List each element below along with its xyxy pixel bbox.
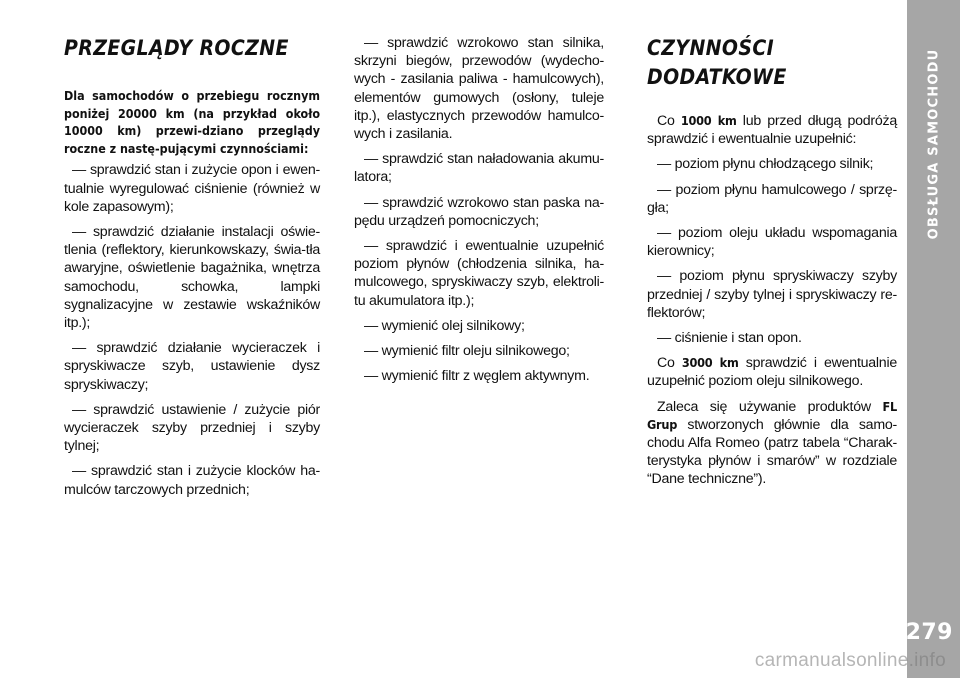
list-item: — sprawdzić stan naładowania akumu-latora; — [354, 151, 604, 186]
left-column — [64, 34, 320, 506]
chapter-label: OBSŁUGA SAMOCHODU — [926, 48, 941, 240]
chapter-sidebar — [907, 0, 960, 678]
list-item: — poziom oleju układu wspomagania kierownicy; — [647, 225, 897, 260]
list-item: — wymienić filtr z węglem aktywnym. — [364, 368, 590, 385]
title-line: CZYNNOŚCI — [647, 36, 775, 60]
paragraph-fl-grup: Zaleca się używanie produktów FL Grup stworzonych głównie dla samo-chodu Alfa Romeo (patrz tabela “Charak-terystyka płynów i smarów” w rozdziale “Dane techniczne”). — [647, 398, 897, 488]
list-item: — sprawdzić działanie wycieraczek i spryskiwacze szyb, ustawienie dysz spryskiwaczy; — [64, 340, 320, 393]
section-title-annual-inspections: PRZEGLĄDY ROCZNE — [64, 36, 289, 60]
list-item: — wymienić filtr oleju silnikowego; — [364, 343, 570, 360]
watermark: carmanualsonline.info — [754, 650, 946, 671]
middle-column — [354, 34, 604, 392]
list-item: — sprawdzić działanie instalacji oświe-tlenia (reflektory, kierunkowskazy, świa-tła awaryjne, oświetlenie bagażnika, wnętrza samochodu, schowka, lampki sygnalizacyjne w zestawie wskaźników itp.); — [64, 223, 320, 331]
list-item: — poziom płynu chłodzącego silnik; — [657, 156, 874, 173]
intro-paragraph: Dla samochodów o przebiegu rocznym poniżej 20000 km (na przykład około 10000 km) przewi-dziano przeglądy roczne z nastę-pującymi czynnościami: — [64, 88, 320, 156]
paragraph-3000km: Co 3000 km sprawdzić i ewentualnie uzupełnić poziom oleju silnikowego. — [647, 355, 897, 390]
list-item: — sprawdzić wzrokowo stan silnika, skrzyni biegów, przewodów (wydecho-wych - zasilania paliwa - hamulcowych), elementów gumowych (osłony, tuleje itp.), elastycznych przewodów hamulco-wych i zasilania. — [354, 35, 604, 143]
list-item: — sprawdzić wzrokowo stan paska na-pędu urządzeń pomocniczych; — [354, 194, 604, 229]
section-title-additional-tasks — [647, 34, 897, 92]
page-number: 279 — [905, 620, 953, 645]
list-item: — sprawdzić stan i zużycie opon i ewen-tualnie wyregulować ciśnienie (również w kole zapasowym); — [64, 162, 320, 215]
list-item: — ciśnienie i stan opon. — [657, 330, 802, 347]
title-line: DODATKOWE — [647, 65, 787, 89]
list-item: — poziom płynu hamulcowego / sprzę-gła; — [647, 181, 897, 216]
list-item: — sprawdzić ustawienie / zużycie piór wycieraczek szyby przedniej i szyby tylnej; — [64, 401, 320, 455]
paragraph-1000km: Co 1000 km lub przed długą podróżą sprawdzić i ewentualnie uzupełnić: — [647, 113, 897, 148]
list-item: — wymienić olej silnikowy; — [364, 317, 525, 334]
right-column — [647, 34, 897, 496]
list-item: — sprawdzić stan i zużycie klocków ha-mulców tarczowych przednich; — [64, 463, 320, 498]
list-item: — sprawdzić i ewentualnie uzupełnić poziom płynów (chłodzenia silnika, ha-mulcowego, spryskiwaczy szyb, elektroli-tu akumulatora itp.); — [354, 238, 604, 309]
list-item: — poziom płynu spryskiwaczy szyby przedniej / szyby tylnej i spryskiwaczy re-flektorów; — [647, 268, 897, 321]
